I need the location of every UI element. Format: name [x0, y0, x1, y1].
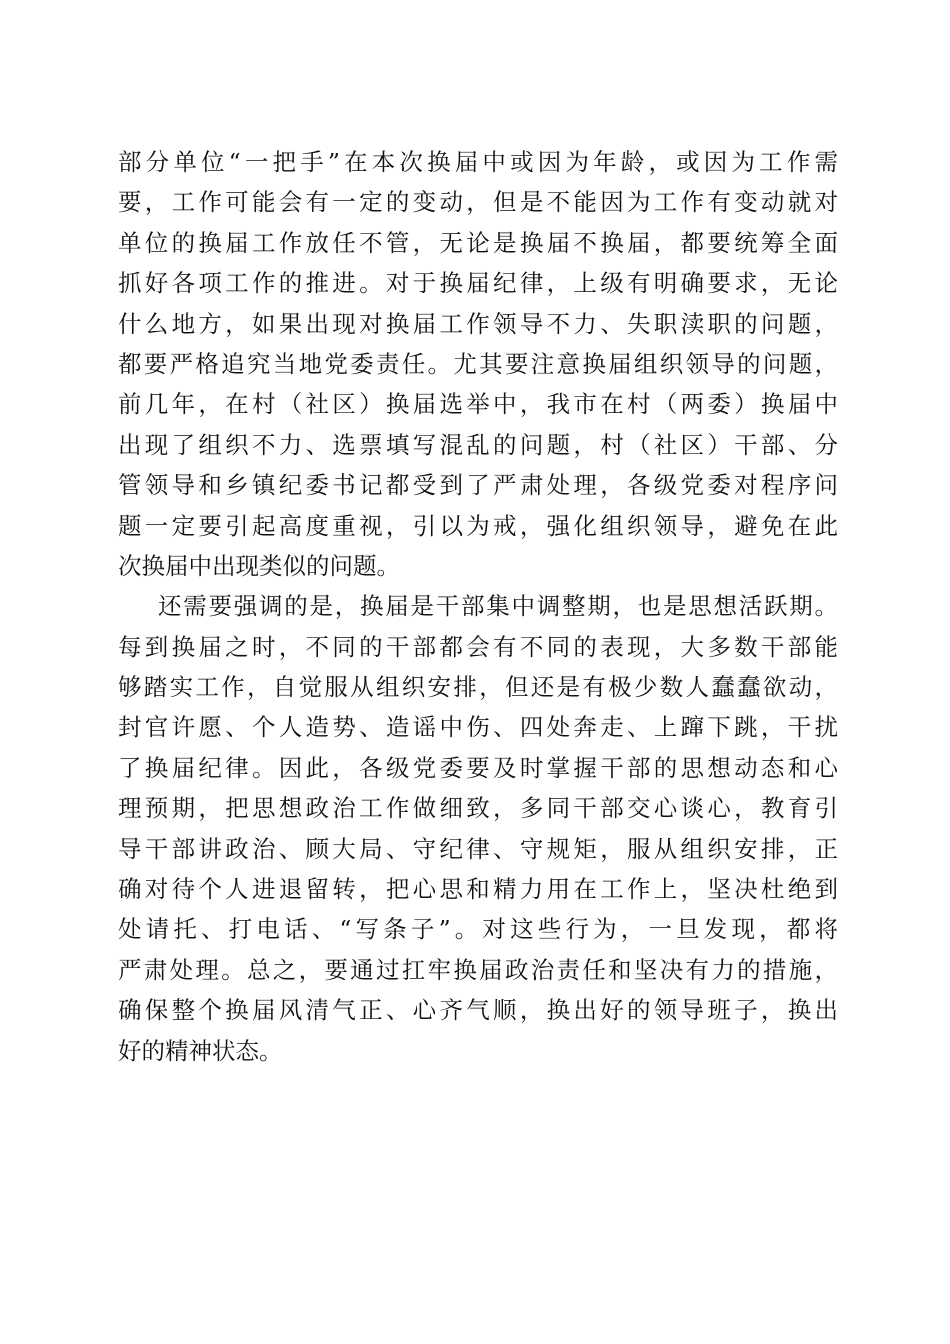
- text-line: 前几年，在村（社区）换届选举中，我市在村（两委）换届中: [118, 390, 838, 419]
- text-line: 单位的换届工作放任不管，无论是换届不换届，都要统筹全面: [118, 228, 838, 257]
- paragraph-1: [118, 142, 838, 586]
- text-line: 导干部讲政治、顾大局、守纪律、守规矩，服从组织安排，正: [118, 834, 838, 863]
- text-line: 抓好各项工作的推进。对于换届纪律，上级有明确要求，无论: [118, 269, 838, 298]
- text-line: 什么地方，如果出现对换届工作领导不力、失职渎职的问题，: [118, 309, 838, 338]
- text-line: 封官许愿、个人造势、造谣中伤、四处奔走、上蹿下跳，干扰: [118, 713, 838, 742]
- text-line: 够踏实工作，自觉服从组织安排，但还是有极少数人蠢蠢欲动，: [118, 673, 838, 702]
- text-line: 出现了组织不力、选票填写混乱的问题，村（社区）干部、分: [118, 430, 838, 459]
- text-line: 处请托、打电话、“写条子”。对这些行为，一旦发现，都将: [118, 915, 838, 944]
- text-line: 确对待个人进退留转，把心思和精力用在工作上，坚决杜绝到: [118, 875, 838, 904]
- text-line: 好的精神状态。: [118, 1036, 283, 1065]
- text-line: 管领导和乡镇纪委书记都受到了严肃处理，各级党委对程序问: [118, 471, 838, 500]
- text-line: 还需要强调的是，换届是干部集中调整期，也是思想活跃期。: [158, 592, 838, 621]
- text-line: 确保整个换届风清气正、心齐气顺，换出好的领导班子，换出: [118, 996, 838, 1025]
- text-line: 理预期，把思想政治工作做细致，多同干部交心谈心，教育引: [118, 794, 838, 823]
- text-line: 要，工作可能会有一定的变动，但是不能因为工作有变动就对: [118, 188, 838, 217]
- text-line: 每到换届之时，不同的干部都会有不同的表现，大多数干部能: [118, 632, 838, 661]
- text-line: 严肃处理。总之，要通过扛牢换届政治责任和坚决有力的措施，: [118, 955, 838, 984]
- text-line: 次换届中出现类似的问题。: [118, 551, 400, 580]
- text-line: 都要严格追究当地党委责任。尤其要注意换届组织领导的问题，: [118, 349, 838, 378]
- document-body: [118, 142, 838, 1071]
- paragraph-2: [118, 586, 838, 1071]
- text-line: 题一定要引起高度重视，引以为戒，强化组织领导，避免在此: [118, 511, 838, 540]
- text-line: 部分单位“一把手”在本次换届中或因为年龄，或因为工作需: [118, 148, 838, 176]
- text-line: 了换届纪律。因此，各级党委要及时掌握干部的思想动态和心: [118, 753, 838, 782]
